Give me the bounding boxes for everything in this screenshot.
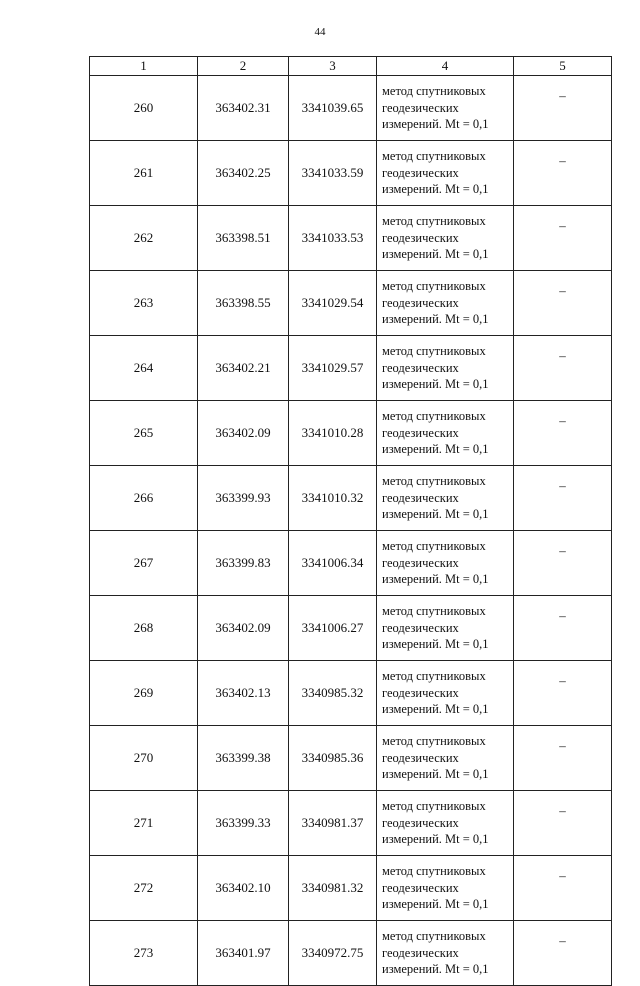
point-number-cell: 260: [90, 76, 198, 141]
x-coordinate-cell: 363402.13: [198, 661, 289, 726]
point-number-cell: 268: [90, 596, 198, 661]
table-row: [90, 921, 612, 986]
table-row: [90, 856, 612, 921]
table-row: [90, 726, 612, 791]
header-col-5: 5: [514, 57, 612, 76]
note-cell: –: [514, 531, 612, 596]
note-cell: –: [514, 401, 612, 466]
point-number-cell: 269: [90, 661, 198, 726]
note-cell: –: [514, 141, 612, 206]
note-cell: –: [514, 596, 612, 661]
table-row: [90, 401, 612, 466]
x-coordinate-cell: 363402.09: [198, 596, 289, 661]
x-coordinate-cell: 363402.31: [198, 76, 289, 141]
coordinates-table: [89, 56, 612, 986]
note-cell: –: [514, 661, 612, 726]
method-cell: метод спутниковых геодезических измерений. Mt = 0,1: [377, 531, 514, 596]
point-number-cell: 271: [90, 791, 198, 856]
point-number-cell: 266: [90, 466, 198, 531]
x-coordinate-cell: 363399.38: [198, 726, 289, 791]
point-number-cell: 270: [90, 726, 198, 791]
table-row: [90, 206, 612, 271]
x-coordinate-cell: 363399.93: [198, 466, 289, 531]
page-number: 44: [314, 26, 326, 38]
x-coordinate-cell: 363402.09: [198, 401, 289, 466]
method-cell: метод спутниковых геодезических измерений. Mt = 0,1: [377, 401, 514, 466]
point-number-cell: 262: [90, 206, 198, 271]
y-coordinate-cell: 3341033.59: [289, 141, 377, 206]
y-coordinate-cell: 3341039.65: [289, 76, 377, 141]
y-coordinate-cell: 3341010.28: [289, 401, 377, 466]
note-cell: –: [514, 466, 612, 531]
point-number-cell: 273: [90, 921, 198, 986]
x-coordinate-cell: 363402.21: [198, 336, 289, 401]
note-cell: –: [514, 921, 612, 986]
point-number-cell: 267: [90, 531, 198, 596]
y-coordinate-cell: 3340985.36: [289, 726, 377, 791]
y-coordinate-cell: 3340981.32: [289, 856, 377, 921]
note-cell: –: [514, 76, 612, 141]
note-cell: –: [514, 336, 612, 401]
table-row: [90, 791, 612, 856]
y-coordinate-cell: 3341029.54: [289, 271, 377, 336]
method-cell: метод спутниковых геодезических измерений. Mt = 0,1: [377, 336, 514, 401]
point-number-cell: 264: [90, 336, 198, 401]
point-number-cell: 272: [90, 856, 198, 921]
table-row: [90, 141, 612, 206]
point-number-cell: 261: [90, 141, 198, 206]
table-body: [90, 76, 612, 986]
method-cell: метод спутниковых геодезических измерений. Mt = 0,1: [377, 661, 514, 726]
y-coordinate-cell: 3341010.32: [289, 466, 377, 531]
point-number-cell: 265: [90, 401, 198, 466]
header-row: [90, 57, 612, 76]
note-cell: –: [514, 206, 612, 271]
method-cell: метод спутниковых геодезических измерений. Mt = 0,1: [377, 141, 514, 206]
table-row: [90, 531, 612, 596]
table-row: [90, 271, 612, 336]
x-coordinate-cell: 363398.51: [198, 206, 289, 271]
x-coordinate-cell: 363402.10: [198, 856, 289, 921]
table-row: [90, 466, 612, 531]
table-row: [90, 76, 612, 141]
method-cell: метод спутниковых геодезических измерений. Mt = 0,1: [377, 726, 514, 791]
y-coordinate-cell: 3340981.37: [289, 791, 377, 856]
x-coordinate-cell: 363402.25: [198, 141, 289, 206]
note-cell: –: [514, 726, 612, 791]
method-cell: метод спутниковых геодезических измерений. Mt = 0,1: [377, 856, 514, 921]
method-cell: метод спутниковых геодезических измерений. Mt = 0,1: [377, 596, 514, 661]
x-coordinate-cell: 363401.97: [198, 921, 289, 986]
y-coordinate-cell: 3341033.53: [289, 206, 377, 271]
header-col-2: 2: [198, 57, 289, 76]
header-col-3: 3: [289, 57, 377, 76]
method-cell: метод спутниковых геодезических измерений. Mt = 0,1: [377, 271, 514, 336]
method-cell: метод спутниковых геодезических измерений. Mt = 0,1: [377, 791, 514, 856]
note-cell: –: [514, 791, 612, 856]
note-cell: –: [514, 271, 612, 336]
header-col-4: 4: [377, 57, 514, 76]
header-col-1: 1: [90, 57, 198, 76]
x-coordinate-cell: 363399.83: [198, 531, 289, 596]
point-number-cell: 263: [90, 271, 198, 336]
method-cell: метод спутниковых геодезических измерений. Mt = 0,1: [377, 466, 514, 531]
note-cell: –: [514, 856, 612, 921]
method-cell: метод спутниковых геодезических измерений. Mt = 0,1: [377, 206, 514, 271]
table-row: [90, 596, 612, 661]
table-row: [90, 336, 612, 401]
y-coordinate-cell: 3341006.27: [289, 596, 377, 661]
method-cell: метод спутниковых геодезических измерений. Mt = 0,1: [377, 76, 514, 141]
y-coordinate-cell: 3341006.34: [289, 531, 377, 596]
method-cell: метод спутниковых геодезических измерений. Mt = 0,1: [377, 921, 514, 986]
y-coordinate-cell: 3340972.75: [289, 921, 377, 986]
table-row: [90, 661, 612, 726]
x-coordinate-cell: 363398.55: [198, 271, 289, 336]
x-coordinate-cell: 363399.33: [198, 791, 289, 856]
table-header: [90, 57, 612, 76]
y-coordinate-cell: 3340985.32: [289, 661, 377, 726]
y-coordinate-cell: 3341029.57: [289, 336, 377, 401]
